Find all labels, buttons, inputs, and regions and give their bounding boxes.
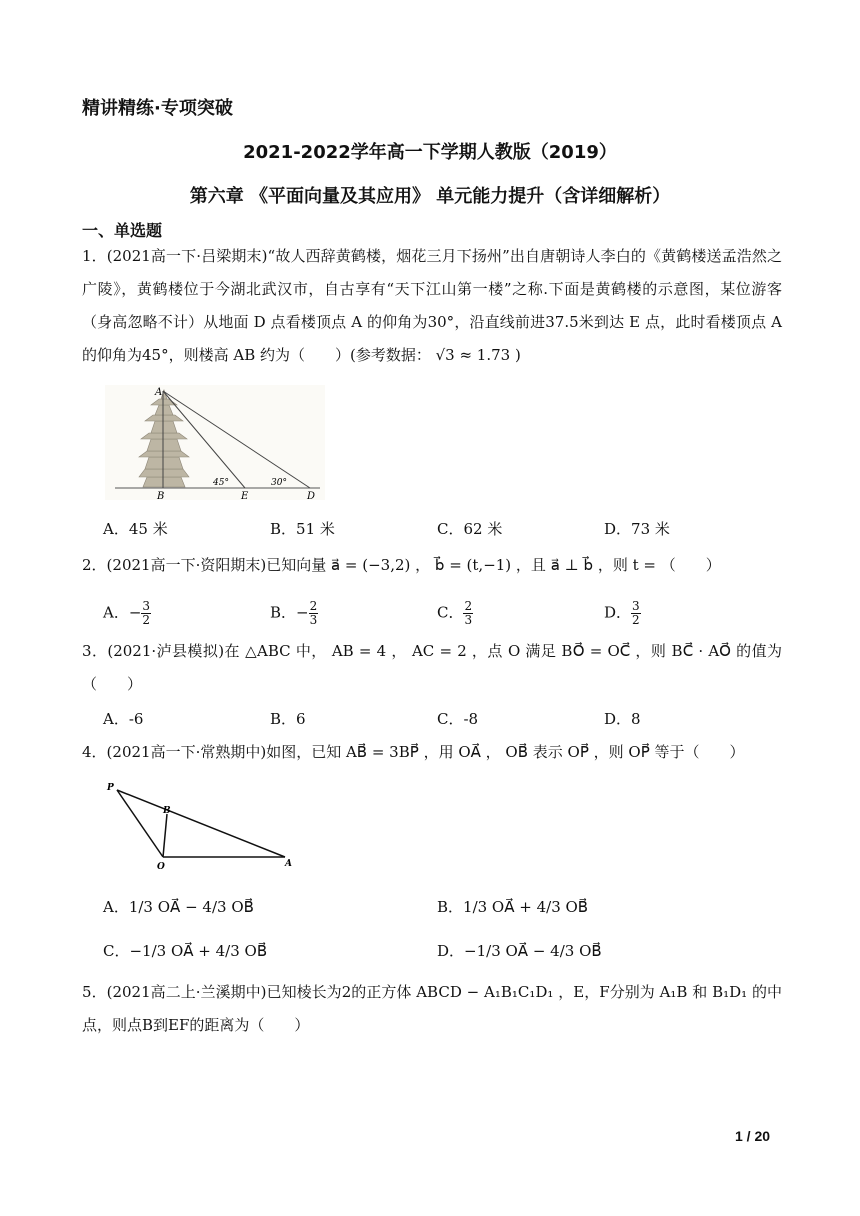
q2-option-a[interactable]: A．− $\frac{3}{2}$ bbox=[103, 599, 151, 627]
page-number: 1 / 20 bbox=[735, 1128, 771, 1144]
question-5-text: 5．(2021高二上·兰溪期中)已知棱长为2的正方体 ABCD − A₁B₁C₁D₁ ，E，F分别为 A₁B 和 B₁D₁ 的中点，则点B到EF的距离为（ ） bbox=[82, 983, 782, 1034]
q4-option-d[interactable]: D．−1/3 OA⃗ − 4/3 OB⃗ bbox=[437, 942, 602, 960]
fig4-label-a: A bbox=[285, 859, 292, 869]
q1-option-c[interactable]: C．62 米 bbox=[437, 520, 503, 538]
vector-triangle-figure bbox=[105, 780, 300, 870]
q1-option-d[interactable]: D．73 米 bbox=[604, 520, 670, 538]
q3-option-a[interactable]: A．-6 bbox=[103, 710, 144, 728]
fig1-angle-45: 45° bbox=[213, 478, 229, 488]
q2-option-d[interactable]: D． $\frac{3}{2}$ bbox=[604, 599, 640, 627]
section-heading: 一、单选题 bbox=[82, 221, 163, 240]
fig1-label-e: E bbox=[241, 491, 249, 500]
question-4-text: 4．(2021高一下·常熟期中)如图，已知 AB⃗ = 3BP⃗ ，用 OA⃗ ， OB⃗ 表示 OP⃗ ，则 OP⃗ 等于（ ） bbox=[82, 743, 745, 761]
fig4-label-b: B bbox=[163, 806, 171, 816]
q1-option-a[interactable]: A．45 米 bbox=[103, 520, 168, 538]
question-2-text: 2．(2021高一下·资阳期末)已知向量 a⃗ = (−3,2) ， b⃗ = (t,−1) ，且 a⃗ ⊥ b⃗ ，则 t = （ ） bbox=[82, 556, 721, 574]
q2-option-c[interactable]: C． $\frac{2}{3}$ bbox=[437, 599, 473, 627]
header-label: 精讲精练·专项突破 bbox=[82, 98, 233, 119]
question-3-text: 3．(2021·泸县模拟)在 △ABC 中， AB = 4 ， AC = 2 ，点 O 满足 BO⃗ = OC⃗ ，则 BC⃗ · AO⃗ 的值为（ ） bbox=[82, 642, 782, 693]
title-line-2: 第六章 《平面向量及其应用》 单元能力提升（含详细解析） bbox=[189, 186, 671, 207]
yellow-crane-tower-figure bbox=[105, 385, 325, 500]
fig1-angle-30: 30° bbox=[271, 478, 287, 488]
question-1-text: 1．(2021高一下·吕梁期末)“故人西辞黄鹤楼，烟花三月下扬州”出自唐朝诗人李白的《黄鹤楼送孟浩然之广陵》，黄鹤楼位于今湖北武汉市，自古享有“天下江山第一楼”之称.下面是黄鹤楼的示意图，某位游客（身高忽略不计）从地面 D 点看楼顶点 A 的仰角为30°，沿直线前进37.5米到达 E 点，此时看楼顶点 A 的仰角为45°，则楼高 AB 约为（ ）(参考数据： √3 ≈ 1.73 ) bbox=[82, 247, 782, 364]
q3-option-b[interactable]: B．6 bbox=[270, 710, 306, 728]
title-line-1: 2021-2022学年高一下学期人教版（2019） bbox=[243, 142, 617, 163]
q4-option-a[interactable]: A．1/3 OA⃗ − 4/3 OB⃗ bbox=[103, 898, 254, 916]
fig4-label-o: O bbox=[157, 862, 165, 870]
fig1-label-d: D bbox=[307, 491, 316, 500]
fig1-label-a: A bbox=[155, 387, 163, 398]
q4-option-b[interactable]: B．1/3 OA⃗ + 4/3 OB⃗ bbox=[437, 898, 589, 916]
fig4-label-p: P bbox=[107, 783, 114, 793]
q4-option-c[interactable]: C．−1/3 OA⃗ + 4/3 OB⃗ bbox=[103, 942, 268, 960]
fig1-label-b: B bbox=[157, 491, 165, 500]
q2-option-b[interactable]: B．− $\frac{2}{3}$ bbox=[270, 599, 318, 627]
q3-option-c[interactable]: C．-8 bbox=[437, 710, 479, 728]
q3-option-d[interactable]: D．8 bbox=[604, 710, 641, 728]
q1-option-b[interactable]: B．51 米 bbox=[270, 520, 335, 538]
